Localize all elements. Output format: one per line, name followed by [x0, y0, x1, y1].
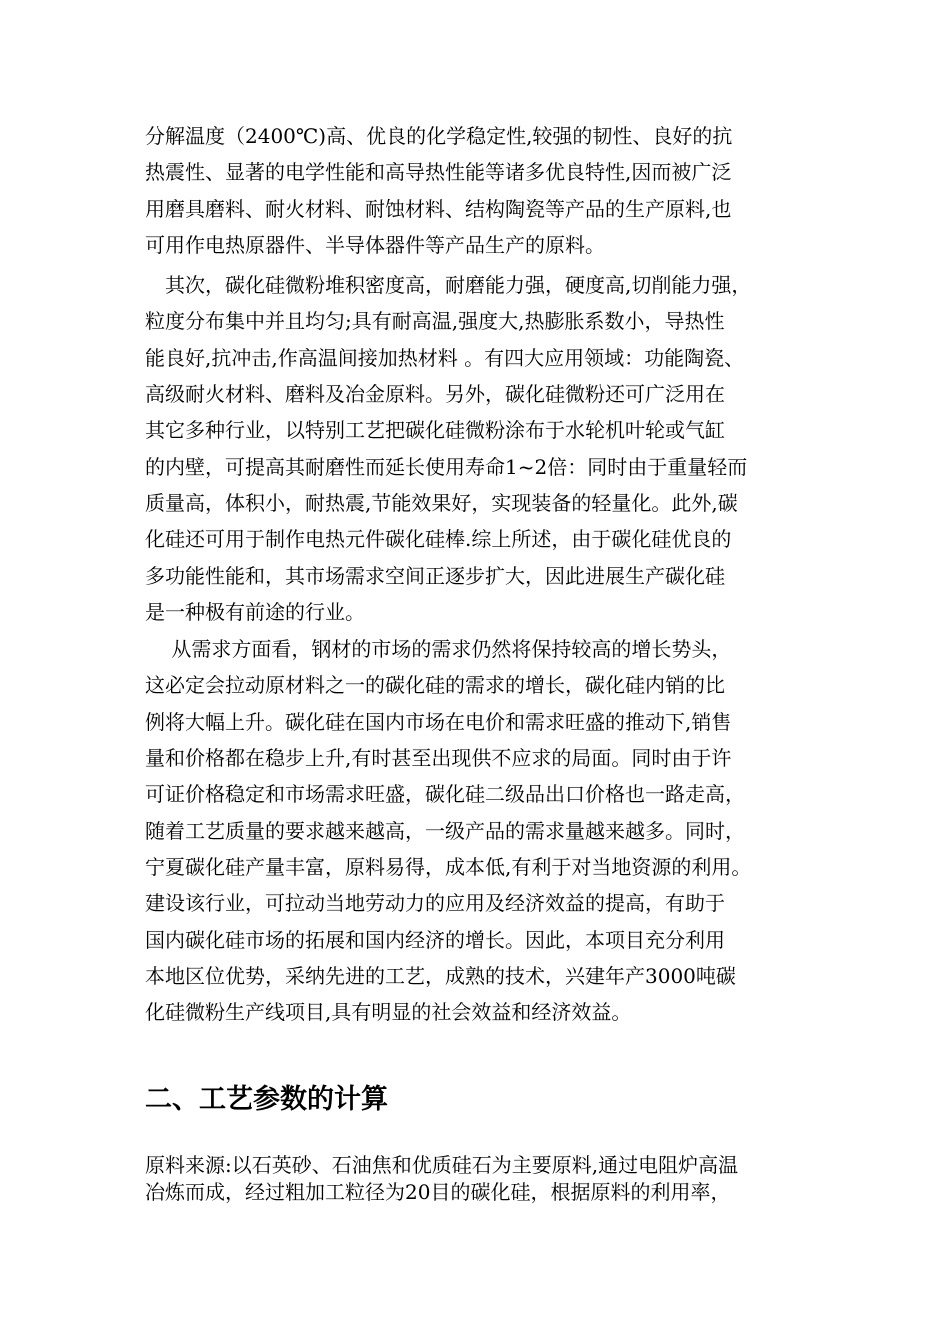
text-line: 这必定会拉动原材料之一的碳化硅的需求的增长，碳化硅内销的比: [145, 673, 725, 698]
text-line: 例将大幅上升。碳化硅在国内市场在电价和需求旺盛的推动下,销售: [145, 709, 732, 734]
text-line: 国内碳化硅市场的拓展和国内经济的增长。因此，本项目充分利用: [145, 927, 725, 952]
text-line: 高级耐火材料、磨料及冶金原料。另外，碳化硅微粉还可广泛用在: [145, 382, 725, 407]
text-line: 冶炼而成，经过粗加工粒径为20目的碳化硅，根据原料的利用率，: [145, 1180, 731, 1204]
text-line: 量和价格都在稳步上升,有时甚至出现供不应求的局面。同时由于许: [145, 746, 732, 771]
text-line: 建设该行业，可拉动当地劳动力的应用及经济效益的提高，有助于: [145, 891, 725, 916]
text-line: 可用作电热原器件、半导体器件等产品生产的原料。: [145, 232, 605, 257]
text-line: 化硅还可用于制作电热元件碳化硅棒.综上所述，由于碳化硅优良的: [145, 527, 732, 552]
text-line: 化硅微粉生产线项目,具有明显的社会效益和经济效益。: [145, 1000, 632, 1025]
text-line: 本地区位优势，采纳先进的工艺，成熟的技术，兴建年产3000吨碳: [145, 963, 736, 988]
text-line: 的内壁，可提高其耐磨性而延长使用寿命1~2倍：同时由于重量轻而: [145, 454, 748, 479]
text-line: 能良好,抗冲击,作高温间接加热材料 。有四大应用领域：功能陶瓷、: [145, 345, 745, 370]
text-line: 质量高，体积小，耐热震,节能效果好，实现装备的轻量化。此外,碳: [145, 490, 738, 515]
text-line: 原料来源:以石英砂、石油焦和优质硅石为主要原料,通过电阻炉高温: [145, 1153, 739, 1177]
text-line: 随着工艺质量的要求越来越高，一级产品的需求量越来越多。同时，: [145, 818, 745, 843]
text-line: 宁夏碳化硅产量丰富，原料易得，成本低,有利于对当地资源的利用。: [145, 854, 752, 879]
text-line: 分解温度（2400℃)高、优良的化学稳定性,较强的韧性、良好的抗: [145, 124, 733, 148]
section-heading: 二、工艺参数的计算: [145, 1084, 388, 1115]
text-line: 粒度分布集中并且均匀;具有耐高温,强度大,热膨胀系数小，导热性: [145, 309, 725, 334]
text-line: 从需求方面看，钢材的市场的需求仍然将保持较高的增长势头，: [145, 637, 732, 662]
text-line: 其次，碳化硅微粉堆积密度高，耐磨能力强，硬度高,切削能力强，: [145, 273, 752, 298]
text-line: 热震性、显著的电学性能和高导热性能等诸多优良特性,因而被广泛: [145, 160, 732, 185]
section-body-text: [145, 1152, 825, 1206]
text-line: 多功能性能和，其市场需求空间正逐步扩大，因此进展生产碳化硅: [145, 563, 725, 588]
body-text: [145, 118, 825, 1030]
text-line: 用磨具磨料、耐火材料、耐蚀材料、结构陶瓷等产品的生产原料,也: [145, 196, 732, 221]
text-line: 可证价格稳定和市场需求旺盛，碳化硅二级品出口价格也一路走高，: [145, 782, 745, 807]
text-line: 是一种极有前途的行业。: [145, 599, 365, 624]
text-line: 其它多种行业，以特别工艺把碳化硅微粉涂布于水轮机叶轮或气缸: [145, 418, 725, 443]
